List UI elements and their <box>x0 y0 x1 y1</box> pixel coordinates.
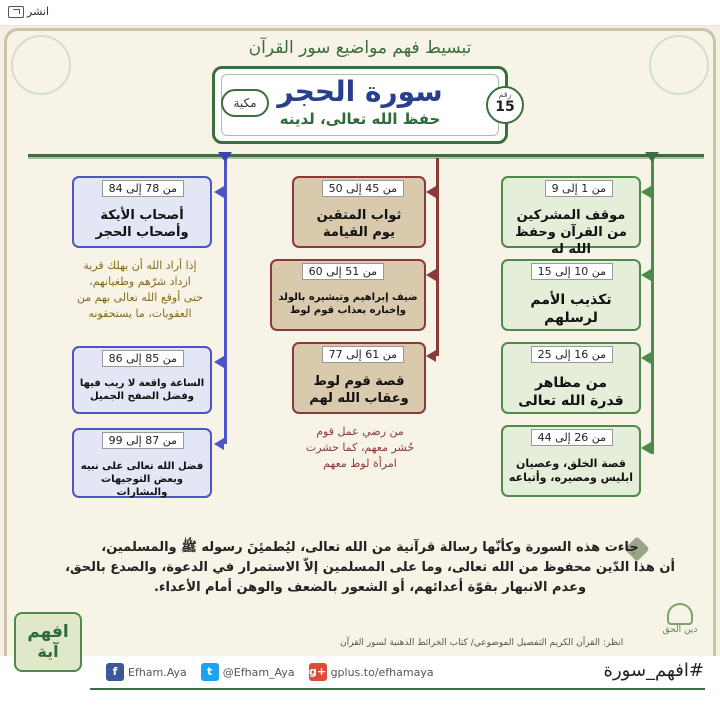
verse-range: من 26 إلى 44 <box>531 429 613 446</box>
right-branch-line <box>651 158 654 454</box>
social-links <box>106 663 434 681</box>
verse-range: من 51 إلى 60 <box>302 263 384 280</box>
topic-text: قصة الخلق، وعصيان ابليس ومصيره، وأتباعه <box>508 457 634 485</box>
gplus-url: gplus.to/efhamaya <box>330 665 434 679</box>
arrow-left-icon <box>426 269 436 281</box>
hashtag[interactable]: #افهم_سورة <box>603 660 704 681</box>
number-label: رقم <box>498 90 512 99</box>
topic-box <box>292 342 426 414</box>
source-reference: انظر: القرآن الكريم التفصيل الموضوعي/ كتاب الخرائط الذهنية لسور القرآن <box>340 638 624 648</box>
twitter-handle: @Efham_Aya <box>222 665 295 679</box>
verse-range: من 45 إلى 50 <box>322 180 404 197</box>
facebook-link[interactable] <box>106 663 187 681</box>
main-branch-line-accent <box>28 157 704 159</box>
verse-range: من 85 إلى 86 <box>102 350 184 367</box>
topic-box <box>501 425 641 497</box>
share-icon <box>8 6 24 18</box>
dome-icon <box>667 603 693 625</box>
twitter-link[interactable] <box>201 663 295 681</box>
share-button[interactable] <box>8 5 49 18</box>
verse-range: من 61 إلى 77 <box>322 346 404 363</box>
topic-text: فضل الله تعالى على نبيه وبعض التوجيهات والبشارات <box>80 461 204 498</box>
middle-note: من رضي عمل قوم حُشر معهم، كما حشرت امرأة لوط معهم <box>305 425 415 470</box>
topic-text: تكذيب الأمم لرسلهم <box>530 292 612 327</box>
revelation-badge: مكية <box>221 89 269 117</box>
logo-line-1: افهم <box>27 622 69 642</box>
topic-box <box>270 259 426 331</box>
topic-box <box>72 346 212 414</box>
left-branch-line <box>224 158 227 444</box>
topic-text: الساعة واقعة لا ريب فيها وفضل الصفح الجميل <box>79 378 205 402</box>
arrow-down-icon <box>218 152 232 162</box>
arrow-down-icon <box>645 152 659 162</box>
twitter-icon: t <box>201 663 219 681</box>
surah-number: 15 <box>495 99 515 115</box>
arrow-left-icon <box>214 186 224 198</box>
verse-range: من 78 إلى 84 <box>102 180 184 197</box>
surah-tagline: حفظ الله تعالى، لدينه <box>279 110 441 128</box>
verse-range: من 87 إلى 99 <box>102 432 184 449</box>
verse-range: من 1 إلى 9 <box>545 180 613 197</box>
arrow-left-icon <box>214 356 224 368</box>
footer-divider <box>90 688 705 690</box>
arrow-left-icon <box>426 350 436 362</box>
surah-number-badge <box>486 86 524 124</box>
deen-logo <box>655 603 705 651</box>
gplus-icon: g+ <box>309 663 327 681</box>
topic-text: قصة قوم لوط وعقاب الله لهم <box>309 374 409 406</box>
topic-box <box>292 176 426 248</box>
verse-range: من 10 إلى 15 <box>531 263 613 280</box>
facebook-handle: Efham.Aya <box>128 665 187 679</box>
left-note: إذا أراد الله أن يهلك قرية ازداد شرّهم وطغيانهم، حتى أوقع الله تعالى بهم من العقوبات، ما يستحقونه <box>76 259 204 320</box>
share-label: انشر <box>27 5 49 18</box>
gplus-link[interactable] <box>309 663 434 681</box>
logo-line-2: آية <box>37 642 59 661</box>
topic-text: أصحاب الأيكة وأصحاب الحجر <box>95 208 189 240</box>
arrow-left-icon <box>641 269 651 281</box>
topic-text: موقف المشركين من القرآن وحفظ الله له <box>515 208 627 257</box>
topic-box <box>501 259 641 331</box>
top-bar <box>0 0 720 26</box>
arrow-left-icon <box>641 352 651 364</box>
arrow-left-icon <box>426 186 436 198</box>
topic-text: ضيف إبراهيم وتبشيره بالولد وإخباره بعذاب قوم لوط <box>278 292 418 316</box>
arrow-left-icon <box>641 442 651 454</box>
topic-box <box>501 342 641 414</box>
arrow-left-icon <box>214 438 224 450</box>
summary-text: جاءت هذه السورة وكأنّها رسالة قرآنية من الله تعالى، ليُطمئِنَ رسوله ﷺ والمسلمين، أن هذا الدّين محفوظ من الله تعالى، وما على المسلمين إلاّ الاستمرار في الدعوة، والصدع بالحق، وعدم الانبهار بقوّة أعدائهم، أو الشعور بالضعف والوهن أمام الأعداء. <box>65 540 675 596</box>
deen-logo-text: دين الحق <box>662 625 698 635</box>
topic-box <box>72 176 212 248</box>
verse-range: من 16 إلى 25 <box>531 346 613 363</box>
topic-box <box>72 428 212 498</box>
topic-text: ثواب المتقين يوم القيامة <box>316 208 402 240</box>
surah-name: سورة الحجر <box>277 75 443 108</box>
efham-aya-logo <box>14 612 82 672</box>
topic-text: من مظاهر قدرة الله تعالى <box>518 375 624 410</box>
series-subtitle: تبسيط فهم مواضيع سور القرآن <box>248 38 472 58</box>
middle-branch-line <box>436 158 439 356</box>
topic-box <box>501 176 641 257</box>
arrow-left-icon <box>641 186 651 198</box>
facebook-icon: f <box>106 663 124 681</box>
